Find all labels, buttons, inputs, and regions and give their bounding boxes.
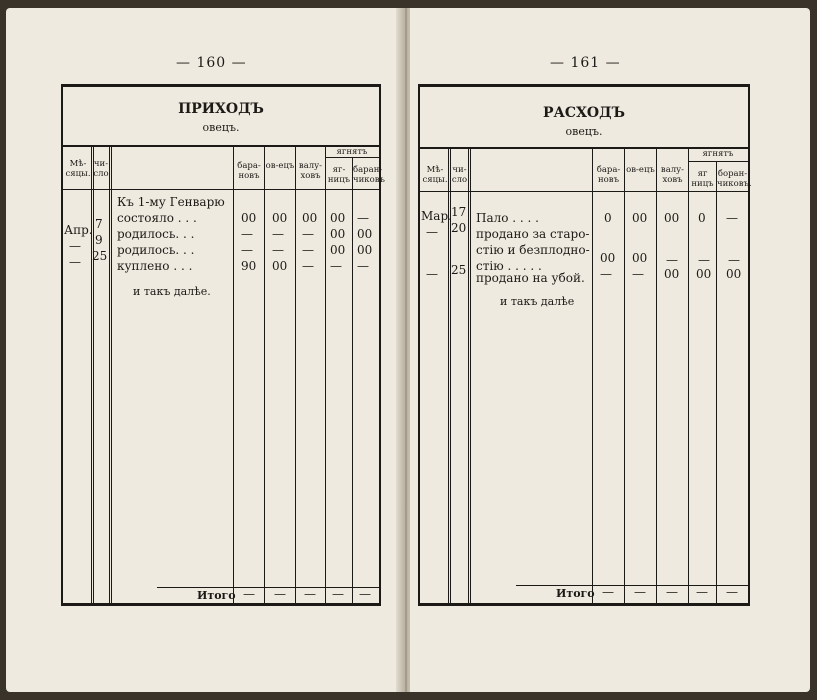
- total-cell: —: [304, 587, 316, 601]
- header-day: чи-сло: [93, 159, 109, 179]
- total-cell: —: [602, 585, 614, 599]
- table-subtitle: овецъ.: [202, 121, 240, 134]
- total-cell: —: [332, 587, 344, 601]
- page-number: — 161 —: [550, 55, 621, 71]
- right-page: [410, 8, 810, 692]
- header-month: Мѣ-сяцы.: [422, 165, 448, 185]
- table-subtitle: овецъ.: [565, 125, 603, 138]
- page-number: — 160 —: [176, 55, 247, 71]
- total-cell: —: [634, 585, 646, 599]
- header-ewe-lambs: яг-ницъ: [327, 165, 351, 185]
- header-ewes: ов-ецъ: [626, 165, 655, 175]
- left-page: [6, 8, 402, 692]
- header-day: чи-сло: [451, 165, 468, 185]
- header-rams: бара-новъ: [237, 161, 261, 181]
- header-wethers: валу-ховъ: [298, 161, 323, 181]
- table-title: РАСХОДЪ: [543, 105, 625, 121]
- header-ewes: ов-ецъ: [265, 161, 295, 171]
- total-cell: —: [666, 585, 678, 599]
- total-label: Итого: [197, 589, 236, 602]
- continuation-note: и такъ далѣе.: [133, 285, 211, 298]
- total-cell: —: [274, 587, 286, 601]
- income-table: ПРИХОДЪ овецъ. Мѣ-сяцы. чи-сло бара-новъ ов-ецъ валу-ховъ ягнятъ яг-ницъ баран-чиковъ Къ 1-му Генварю состояло . . . 00 00 00 00 — Апр. 7 родилось. . . — — — 00 00 — 9 родилось. . . — — — 00 00 — 25 куплено . . . 90 00 — — — и такъ далѣе. Итого — — — — —: [61, 84, 381, 606]
- header-wethers: валу-ховъ: [660, 165, 685, 185]
- header-rams: бара-новъ: [596, 165, 621, 185]
- header-lambs: ягнятъ: [702, 149, 734, 159]
- table-title: ПРИХОДЪ: [178, 101, 264, 117]
- total-cell: —: [696, 585, 708, 599]
- header-month: Мѣ-сяцы.: [65, 159, 91, 179]
- header-lambs: ягнятъ: [336, 147, 368, 157]
- total-cell: —: [359, 587, 371, 601]
- expense-table: РАСХОДЪ овецъ. Мѣ-сяцы. чи-сло бара-новъ ов-ецъ валу-ховъ ягнятъ яг ницъ боран-чиковъ. Мар. 17 Пало . . . . 0 00 00 0 — — 20 продано за старо- стію и безплодно- стію . . . . . 00 00 — — — — 25 продано на убой. — — 00 00 00 и такъ далѣе Итого — — — — —: [418, 84, 750, 606]
- continuation-note: и такъ далѣе: [500, 295, 575, 308]
- total-label: Итого: [556, 587, 595, 600]
- header-ewe-lambs: яг ницъ: [691, 169, 714, 189]
- total-cell: —: [243, 587, 255, 601]
- total-cell: —: [726, 585, 738, 599]
- header-ram-lambs: баран-чиковъ: [353, 165, 385, 185]
- header-ram-lambs: боран-чиковъ.: [717, 169, 752, 189]
